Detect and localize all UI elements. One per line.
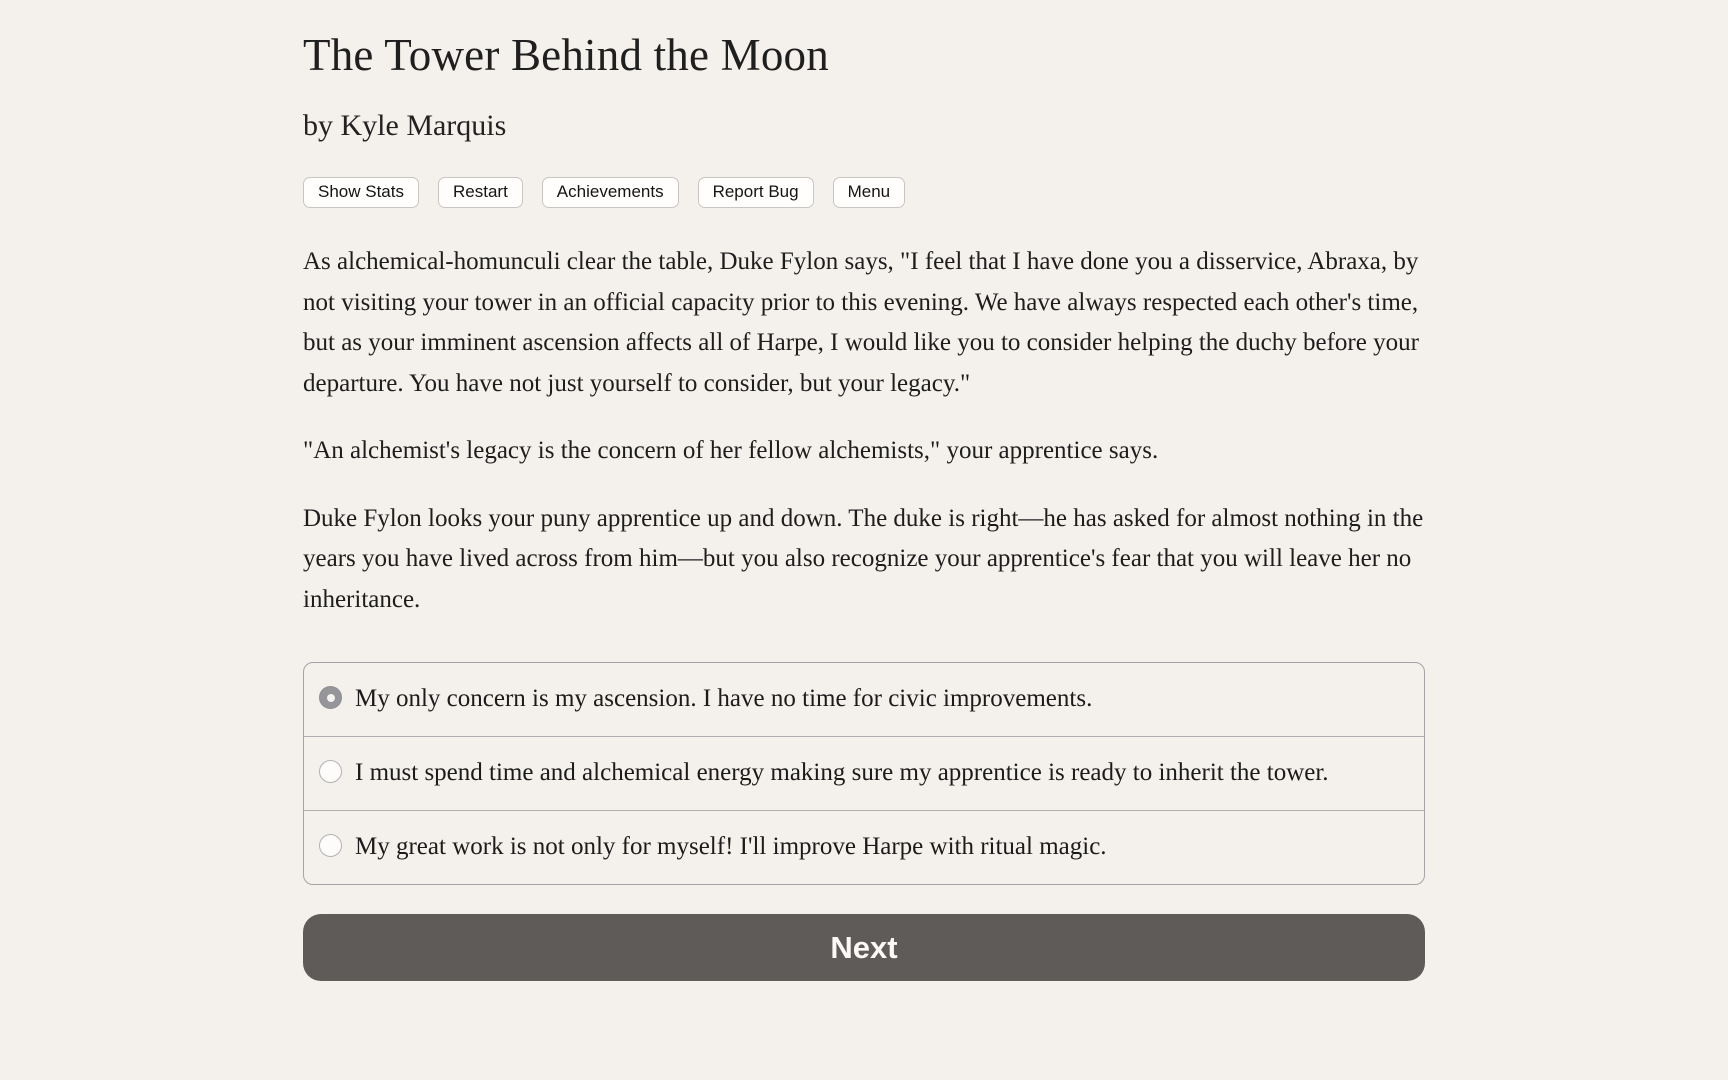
radio-button-selected-icon[interactable] — [319, 686, 342, 709]
choice-option-3-label[interactable] — [319, 833, 1107, 860]
choice-option-2[interactable] — [304, 737, 1424, 811]
radio-button-icon[interactable] — [319, 760, 342, 783]
show-stats-button[interactable]: Show Stats — [303, 177, 419, 209]
choice-option-1-text: My only concern is my ascension. I have no time for civic improvements. — [355, 685, 1093, 713]
page-title: The Tower Behind the Moon — [303, 30, 829, 80]
restart-button[interactable]: Restart — [438, 177, 523, 209]
story-paragraph: As alchemical-homunculi clear the table, Duke Fylon says, "I feel that I have done you a disservice, Abraxa, by not visiting your tower in an official capacity prior to this evening. We have always respected each other's time, but as your imminent ascension affects all of Harpe, I would like you to consider helping the duchy before your departure. You have not just yourself to consider, but your legacy." — [303, 248, 1419, 397]
game-content-column — [303, 0, 1425, 981]
choice-option-1-label[interactable] — [319, 685, 1092, 712]
report-bug-button[interactable]: Report Bug — [698, 177, 814, 209]
radio-button-icon[interactable] — [319, 834, 342, 857]
toolbar — [303, 177, 1425, 209]
achievements-button[interactable]: Achievements — [542, 177, 679, 209]
story-text — [303, 242, 1425, 620]
choice-option-1[interactable] — [304, 663, 1424, 737]
author-byline: by Kyle Marquis — [303, 108, 507, 142]
next-button[interactable]: Next — [303, 914, 1425, 981]
story-paragraph: "An alchemist's legacy is the concern of her fellow alchemists," your apprentice says. — [303, 437, 1159, 465]
choice-option-group — [303, 662, 1425, 885]
choice-option-3-text: My great work is not only for myself! I'll improve Harpe with ritual magic. — [355, 833, 1107, 861]
story-paragraph: Duke Fylon looks your puny apprentice up and down. The duke is right—he has asked for almost nothing in the years you have lived across from him—but you also recognize your apprentice's fear that you will leave her no inheritance. — [303, 504, 1424, 613]
menu-button[interactable]: Menu — [833, 177, 906, 209]
choice-option-2-text: I must spend time and alchemical energy making sure my apprentice is ready to inherit the tower. — [355, 759, 1329, 787]
choice-option-3[interactable] — [304, 811, 1424, 884]
choice-option-2-label[interactable] — [319, 759, 1329, 786]
